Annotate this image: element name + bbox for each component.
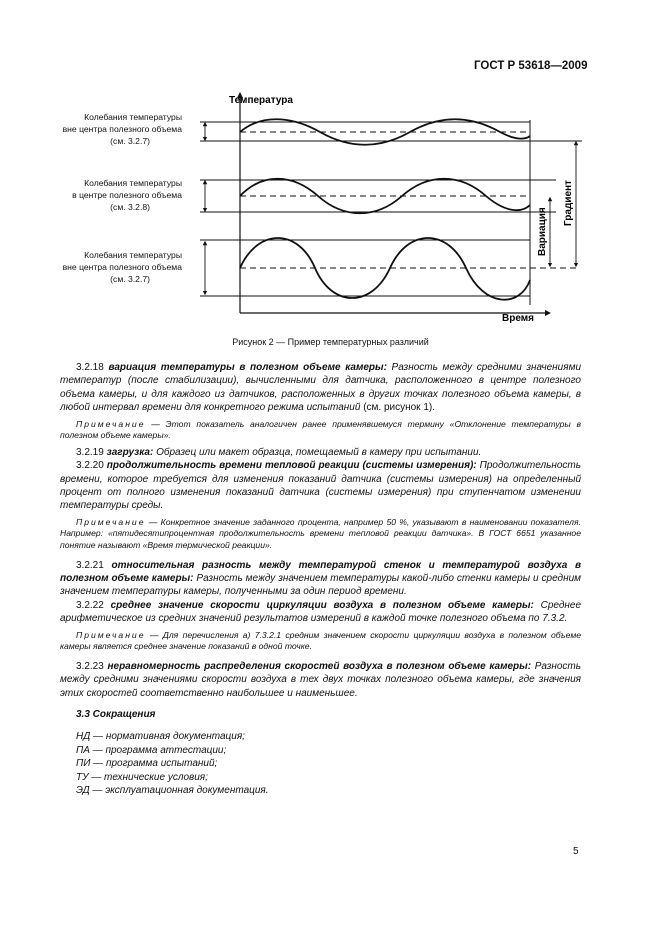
row2-label-line3: (см. 3.2.8) bbox=[110, 202, 150, 212]
clause-3-2-20: 3.2.20 продолжительность времени тепловой реакции (системы измерения): Продолжительность времени, которое требуется для изменения показаний датчика (системы измерения) на определенный процент от полного изменения показаний датчика (системы измерения) при ступенчатом изменении температуры среды. bbox=[60, 460, 582, 512]
note-3: Примечание — Для перечисления а) 7.3.2.1 средним значением скорости циркуляции воздуха в полезном объеме камеры является среднее значение показаний в одной точке. bbox=[60, 629, 581, 652]
abbreviation-item: НД — нормативная документация; bbox=[76, 731, 245, 743]
note-1: Примечание — Этот показатель аналогичен ранее применявшемуся термину «Отклонение температуры в полезном объеме камеры». bbox=[60, 418, 581, 441]
temperature-figure bbox=[0, 0, 661, 335]
document-code: ГОСТ Р 53618—2009 bbox=[474, 60, 588, 72]
clause-3-2-19: 3.2.19 загрузка: Образец или макет образца, помещаемый в камеру при испытании. bbox=[76, 446, 482, 458]
abbreviation-item: ПА — программа аттестации; bbox=[76, 744, 227, 756]
clause-3-2-18: 3.2.18 вариация температуры в полезном объеме камеры: Разность между средними значениями температур (после стабилизации), вычисленными для датчика, расположенного в центре полезного объема камеры, и для каждого из датчиков, расположенных в других точках полезного объема камеры, в любой интервал времени для конкретного режима испытаний (см. рисунок 1). bbox=[60, 362, 582, 414]
row2-label-line2: в центре полезного объема bbox=[72, 190, 182, 200]
row3-label-line3: (см. 3.2.7) bbox=[110, 274, 150, 284]
clause-3-2-21: 3.2.21 относительная разность между температурой стенок и температурой воздуха в полезном объеме камеры: Разность между значением температуры какой-либо стенки камеры и средним значением температуры камеры, полученными за один период времени. bbox=[60, 559, 581, 598]
row2-label-line1: Колебания температуры bbox=[84, 178, 182, 188]
abbreviation-item: ПИ — программа испытаний; bbox=[76, 758, 218, 770]
row1-label-line2: вне центра полезного объема bbox=[62, 124, 182, 134]
document-body bbox=[60, 361, 581, 798]
clause-3-2-22: 3.2.22 среднее значение скорости циркуляции воздуха в полезном объеме камеры: Среднее арифметическое из средних значений результатов измерений в каждой точке полезного объема по 7.3.2. bbox=[60, 599, 582, 625]
gradient-label: Градиент bbox=[563, 180, 574, 226]
row1-label-line1: Колебания температуры bbox=[84, 112, 182, 122]
figure-caption: Рисунок 2 — Пример температурных различий bbox=[232, 337, 429, 347]
row3-label-line1: Колебания температуры bbox=[84, 250, 182, 260]
abbreviation-item: ЭД — эксплуатационная документация. bbox=[76, 785, 269, 797]
row1-label-line3: (см. 3.2.7) bbox=[110, 136, 150, 146]
y-axis-label: Температура bbox=[229, 95, 293, 106]
page-number: 5 bbox=[573, 846, 579, 857]
section-heading-3-3: 3.3 Сокращения bbox=[76, 709, 156, 721]
abbreviation-item: ТУ — технические условия; bbox=[76, 771, 208, 783]
wave-row-3 bbox=[240, 238, 530, 300]
clause-3-2-23: 3.2.23 неравномерность распределения скоростей воздуха в полезном объеме камеры: Разность между средними значениями скорости воздуха в тех двух точках полезного объема камеры, где значения этих скоростей соответственно наибольшее и наименьшее. bbox=[60, 660, 582, 699]
row3-label-line2: вне центра полезного объема bbox=[62, 262, 182, 272]
note-2: Примечание — Конкретное значение заданного процента, например 50 %, указывают в наименовании показателя. Например: «пятидесятипроцентная продолжительность времени тепловой реакции датчика». В ГОСТ 6651 указанное понятие называют «Время термической реакции». bbox=[60, 516, 581, 551]
x-axis-label: Время bbox=[502, 313, 534, 324]
variation-label: Вариация bbox=[537, 207, 548, 256]
